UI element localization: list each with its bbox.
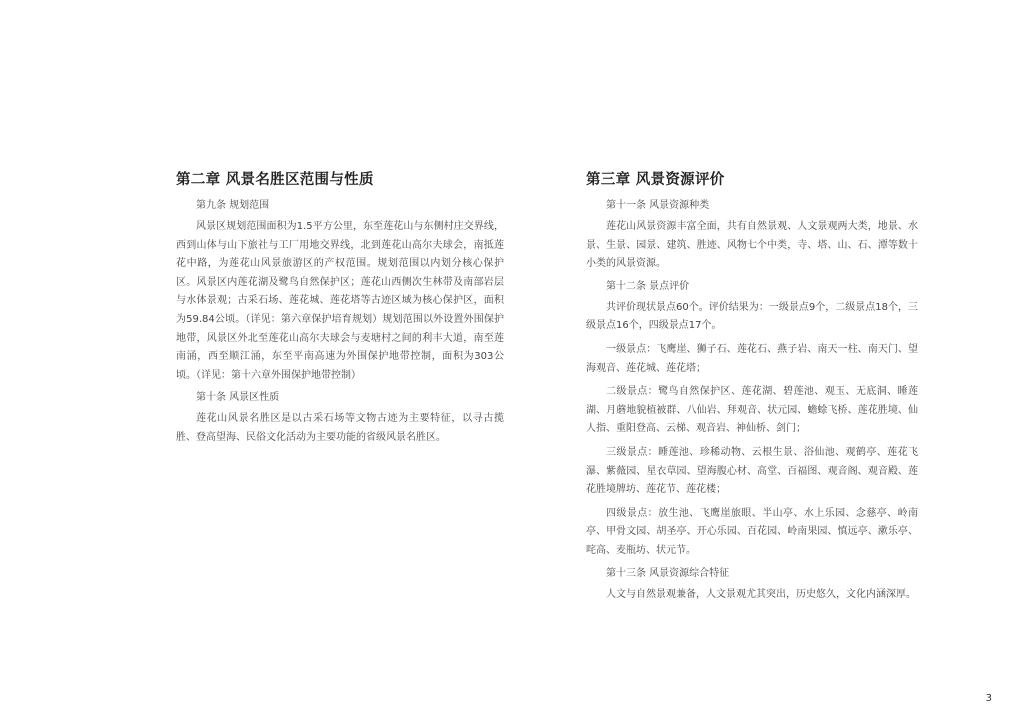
level-2-sights: 二级景点：鹭鸟自然保护区、莲花湖、碧莲池、观玉、无底洞、睡莲湖、月蘑地貌植被群、八仙岩、拜观音、状元园、蟾蜍飞桥、莲花胜境、仙人指、重阳登高、云梯、观音岩、神仙桥、剑门； [586,386,918,435]
chapter-3-title: 第三章 风景资源评价 [586,172,725,188]
article-10-heading: 第十条 风景区性质 [196,392,280,404]
left-column [176,170,504,453]
article-10-text: 莲花山风景名胜区是以古采石场等文物古迹为主要特征，以寻古揽胜、登高望海、民俗文化活动为主要功能的省级风景名胜区。 [176,413,504,443]
level-1-sights: 一级景点：飞鹰崖、狮子石、莲花石、燕子岩、南天一柱、南天门、望海观音、莲花城、莲花塔； [586,343,918,374]
chapter-2-title: 第二章 风景名胜区范围与性质 [176,172,374,188]
article-12-heading: 第十二条 景点评价 [606,280,690,292]
article-13-text: 人文与自然景观兼备，人文景观尤其突出，历史悠久，文化内涵深厚。 [606,588,916,600]
level-3-sights: 三级景点：睡莲池、珍稀动物、云根生景、浴仙池、观鹤亭、莲花飞瀑、紫薇园、星衣草园、望海腹心材、高堂、百福图、观音阁、观音殿、莲花胜境牌坊、莲花节、莲花楼； [586,446,918,496]
article-12-text: 共评价现状景点60个。评价结果为：一级景点9个，二级景点18个，三级景点16个，四级景点17个。 [586,301,918,332]
article-9-text: 风景区规划范围面积为1.5平方公里，东至莲花山与东侧村庄交界线，西到山体与山下旅社与工厂用地交界线，北到莲花山高尔夫球会，南抵莲花中路，为莲花山风景旅游区的产权范围。规划范围以内划分核心保护区。风景区内莲花湖及鹭鸟自然保护区；莲花山西侧次生林带及南部岩层与水体景观；古采石场、莲花城、莲花塔等古迹区域为核心保护区，面积为59.84公顷。（详见：第六章保护培育规划）规划范围以外设置外围保护地带，风景区外北至莲花山高尔夫球会与麦塘村之间的利丰大道，南至莲南涌，西至顺江涌，东至平南高速为外围保护地带控制，面积为303公顷。（详见：第十六章外围保护地带控制） [176,221,504,381]
article-9-heading: 第九条 规划范围 [196,200,270,211]
article-13-heading: 第十三条 风景资源综合特征 [606,567,730,579]
page-number: 3 [985,693,992,704]
level-4-sights: 四级景点：放生池、飞鹰崖旅眼、半山亭、水上乐园、念慈亭、岭南亭、甲骨文园、胡圣亭、开心乐园、百花园、岭南果园、慎远亭、漱乐亭、咤高、麦瓶坊、状元节。 [586,507,918,556]
right-column [586,170,918,609]
article-11-heading: 第十一条 风景资源种类 [606,200,710,211]
article-11-text: 莲花山风景资源丰富全面，共有自然景观、人文景观两大类，地景、水景、生景、园景、建筑、胜迹、风物七个中类，寺、塔、山、石、潭等数十小类的风景资源。 [586,221,918,270]
